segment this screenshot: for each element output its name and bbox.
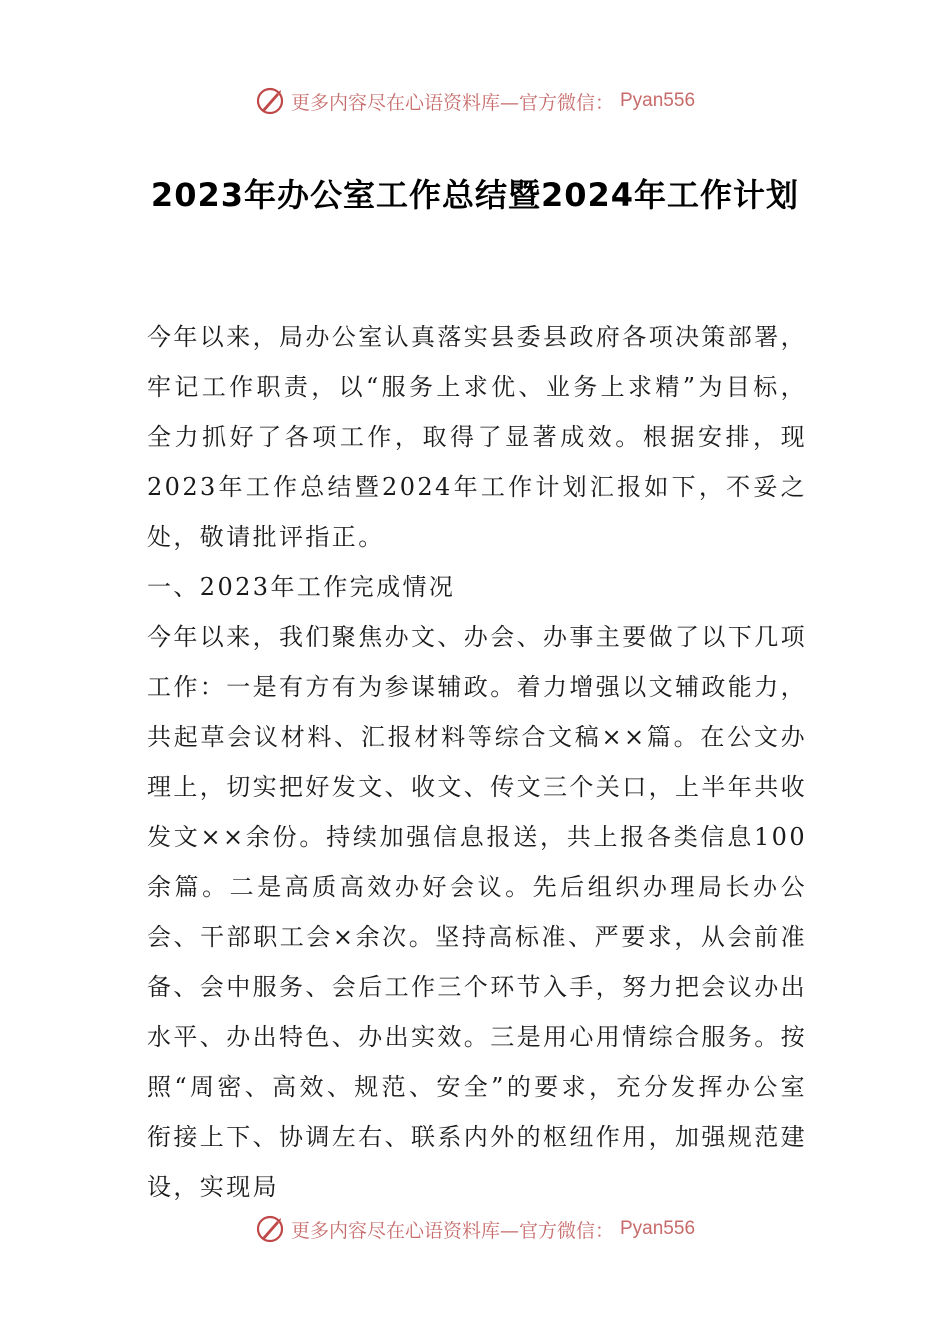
document-title: 2023年办公室工作总结暨2024年工作计划 — [150, 176, 800, 214]
quill-pen-logo-icon — [255, 1214, 285, 1244]
header-watermark — [0, 86, 950, 116]
document-body — [147, 312, 807, 1212]
watermark-text: 更多内容尽在心语资料库—官方微信： — [290, 91, 614, 114]
watermark-wechat-id: Pyan556 — [620, 1218, 696, 1239]
watermark-wechat-id: Pyan556 — [620, 90, 696, 111]
intro-paragraph: 今年以来，局办公室认真落实县委县政府各项决策部署，牢记工作职责，以“服务上求优、业务上求精”为目标，全力抓好了各项工作，取得了显著成效。根据安排，现2023年工作总结暨2024年工作计划汇报如下，不妥之处，敬请批评指正。 — [147, 323, 807, 551]
watermark-text: 更多内容尽在心语资料库—官方微信： — [290, 1219, 614, 1242]
quill-pen-logo-icon — [255, 86, 285, 116]
footer-watermark — [0, 1214, 950, 1244]
body-paragraph: 今年以来，我们聚焦办文、办会、办事主要做了以下几项工作：一是有方有为参谋辅政。着力增强以文辅政能力，共起草会议材料、汇报材料等综合文稿××篇。在公文办理上，切实把好发文、收文、传文三个关口，上半年共收发文××余份。持续加强信息报送，共上报各类信息100余篇。二是高质高效办好会议。先后组织办理局长办公会、干部职工会×余次。坚持高标准、严要求，从会前准备、会中服务、会后工作三个环节入手，努力把会议办出水平、办出特色、办出实效。三是用心用情综合服务。按照“周密、高效、规范、安全”的要求，充分发挥办公室衔接上下、协调左右、联系内外的枢纽作用，加强规范建设，实现局 — [147, 623, 807, 1201]
section-heading: 一、2023年工作完成情况 — [147, 573, 456, 601]
